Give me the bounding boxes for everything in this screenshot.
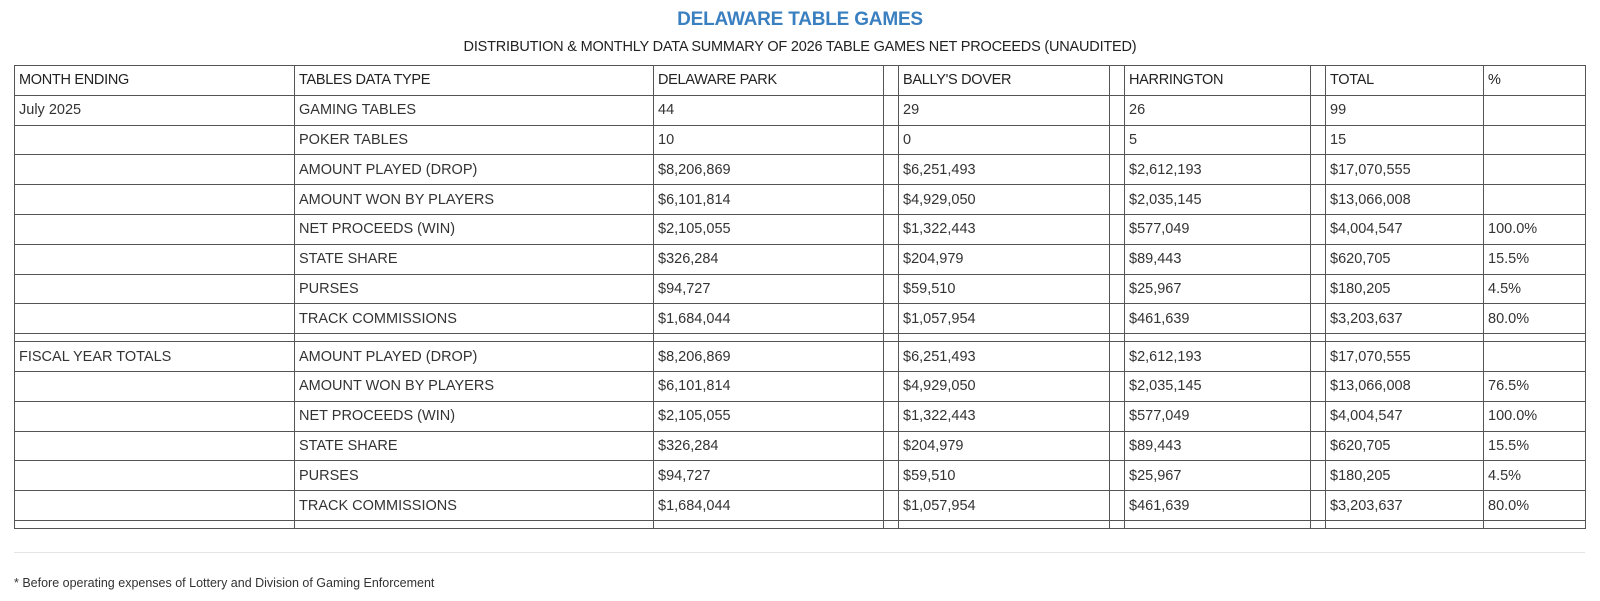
table-row — [15, 431, 1586, 461]
spacer-cell — [899, 334, 1110, 342]
cell-harrington: $461,639 — [1125, 491, 1311, 521]
spacer-cell — [1125, 520, 1311, 528]
cell-ballys-dover: $1,057,954 — [899, 491, 1110, 521]
cell-percent — [1484, 185, 1586, 215]
cell-percent: 15.5% — [1484, 431, 1586, 461]
section-label: July 2025 — [15, 95, 295, 125]
cell-total: $17,070,555 — [1326, 155, 1484, 185]
column-gap — [1311, 491, 1326, 521]
cell-data-type: TRACK COMMISSIONS — [295, 304, 654, 334]
column-gap — [1110, 431, 1125, 461]
column-gap — [1110, 125, 1125, 155]
cell-delaware-park: $6,101,814 — [654, 185, 884, 215]
table-row — [15, 95, 1586, 125]
column-gap — [884, 244, 899, 274]
cell-data-type: PURSES — [295, 274, 654, 304]
column-gap — [1311, 66, 1326, 96]
section-label-empty — [15, 304, 295, 334]
column-header-total: TOTAL — [1326, 66, 1484, 96]
column-gap — [884, 401, 899, 431]
cell-harrington: $2,612,193 — [1125, 155, 1311, 185]
cell-percent: 80.0% — [1484, 304, 1586, 334]
column-gap — [884, 214, 899, 244]
column-gap — [1110, 214, 1125, 244]
cell-harrington: $577,049 — [1125, 214, 1311, 244]
column-gap — [884, 304, 899, 334]
cell-data-type: STATE SHARE — [295, 431, 654, 461]
column-gap — [884, 185, 899, 215]
table-row — [15, 185, 1586, 215]
column-gap — [884, 95, 899, 125]
cell-data-type: AMOUNT PLAYED (DROP) — [295, 342, 654, 372]
cell-percent — [1484, 125, 1586, 155]
cell-percent: 80.0% — [1484, 491, 1586, 521]
cell-percent: 100.0% — [1484, 214, 1586, 244]
column-gap — [1311, 461, 1326, 491]
column-gap — [1311, 401, 1326, 431]
column-gap — [1110, 95, 1125, 125]
footnote: * Before operating expenses of Lottery and Division of Gaming Enforcement — [14, 576, 435, 590]
cell-total: $3,203,637 — [1326, 304, 1484, 334]
spacer-cell — [1484, 334, 1586, 342]
column-gap — [1110, 185, 1125, 215]
cell-total: $620,705 — [1326, 431, 1484, 461]
cell-data-type: POKER TABLES — [295, 125, 654, 155]
spacer-cell — [1311, 334, 1326, 342]
column-gap — [1311, 244, 1326, 274]
cell-harrington: $461,639 — [1125, 304, 1311, 334]
cell-harrington: $89,443 — [1125, 431, 1311, 461]
cell-delaware-park: $8,206,869 — [654, 342, 884, 372]
column-gap — [1311, 214, 1326, 244]
spacer-cell — [884, 334, 899, 342]
column-gap — [884, 461, 899, 491]
cell-ballys-dover: $204,979 — [899, 431, 1110, 461]
spacer-cell — [295, 334, 654, 342]
cell-ballys-dover: $6,251,493 — [899, 342, 1110, 372]
column-gap — [884, 342, 899, 372]
column-gap — [884, 66, 899, 96]
cell-ballys-dover: $1,322,443 — [899, 401, 1110, 431]
cell-data-type: AMOUNT WON BY PLAYERS — [295, 185, 654, 215]
footer-divider — [14, 552, 1585, 553]
column-header-delaware-park: DELAWARE PARK — [654, 66, 884, 96]
cell-ballys-dover: $204,979 — [899, 244, 1110, 274]
cell-total: $13,066,008 — [1326, 371, 1484, 401]
cell-total: $13,066,008 — [1326, 185, 1484, 215]
cell-percent: 100.0% — [1484, 401, 1586, 431]
cell-data-type: NET PROCEEDS (WIN) — [295, 401, 654, 431]
cell-ballys-dover: $4,929,050 — [899, 185, 1110, 215]
cell-data-type: NET PROCEEDS (WIN) — [295, 214, 654, 244]
section-label-empty — [15, 274, 295, 304]
spacer-cell — [654, 334, 884, 342]
spacer-cell — [899, 520, 1110, 528]
cell-ballys-dover: $59,510 — [899, 274, 1110, 304]
column-gap — [1311, 431, 1326, 461]
cell-delaware-park: $2,105,055 — [654, 214, 884, 244]
table-header-row — [15, 66, 1586, 96]
cell-harrington: $25,967 — [1125, 461, 1311, 491]
spacer-cell — [295, 520, 654, 528]
column-gap — [1110, 401, 1125, 431]
column-header-harrington: HARRINGTON — [1125, 66, 1311, 96]
spacer-cell — [884, 520, 899, 528]
column-header-percent: % — [1484, 66, 1586, 96]
column-gap — [1311, 371, 1326, 401]
cell-percent: 76.5% — [1484, 371, 1586, 401]
table-row — [15, 342, 1586, 372]
section-label-empty — [15, 185, 295, 215]
cell-harrington: $2,035,145 — [1125, 371, 1311, 401]
table-body — [15, 95, 1586, 528]
page-subtitle: DISTRIBUTION & MONTHLY DATA SUMMARY OF 2026 TABLE GAMES NET PROCEEDS (UNAUDITED) — [463, 39, 1137, 55]
column-header-ballys-dover: BALLY'S DOVER — [899, 66, 1110, 96]
section-label-empty — [15, 431, 295, 461]
cell-data-type: AMOUNT PLAYED (DROP) — [295, 155, 654, 185]
cell-ballys-dover: 29 — [899, 95, 1110, 125]
cell-ballys-dover: 0 — [899, 125, 1110, 155]
column-gap — [1311, 95, 1326, 125]
column-header-tables-data-type: TABLES DATA TYPE — [295, 66, 654, 96]
section-label-empty — [15, 125, 295, 155]
section-label-empty — [15, 401, 295, 431]
column-gap — [1110, 155, 1125, 185]
column-gap — [1311, 155, 1326, 185]
cell-delaware-park: $1,684,044 — [654, 304, 884, 334]
cell-total: $180,205 — [1326, 274, 1484, 304]
spacer-cell — [1311, 520, 1326, 528]
cell-total: 99 — [1326, 95, 1484, 125]
cell-ballys-dover: $4,929,050 — [899, 371, 1110, 401]
cell-total: $180,205 — [1326, 461, 1484, 491]
cell-harrington: 26 — [1125, 95, 1311, 125]
cell-total: $620,705 — [1326, 244, 1484, 274]
cell-harrington: $2,035,145 — [1125, 185, 1311, 215]
cell-ballys-dover: $1,057,954 — [899, 304, 1110, 334]
table-row — [15, 461, 1586, 491]
spacer-cell — [1110, 520, 1125, 528]
section-label-empty — [15, 214, 295, 244]
cell-delaware-park: $94,727 — [654, 461, 884, 491]
column-gap — [1110, 461, 1125, 491]
column-gap — [1110, 491, 1125, 521]
summary-table — [14, 65, 1586, 529]
cell-data-type: AMOUNT WON BY PLAYERS — [295, 371, 654, 401]
column-gap — [1311, 342, 1326, 372]
section-label-empty — [15, 371, 295, 401]
column-gap — [884, 371, 899, 401]
cell-harrington: $25,967 — [1125, 274, 1311, 304]
cell-harrington: $577,049 — [1125, 401, 1311, 431]
cell-percent — [1484, 95, 1586, 125]
column-gap — [1311, 304, 1326, 334]
cell-percent: 4.5% — [1484, 274, 1586, 304]
table-row — [15, 214, 1586, 244]
cell-total: $17,070,555 — [1326, 342, 1484, 372]
spacer-cell — [654, 520, 884, 528]
cell-delaware-park: $326,284 — [654, 431, 884, 461]
cell-percent: 4.5% — [1484, 461, 1586, 491]
table-row — [15, 401, 1586, 431]
cell-data-type: PURSES — [295, 461, 654, 491]
cell-delaware-park: $1,684,044 — [654, 491, 884, 521]
section-label-empty — [15, 461, 295, 491]
section-spacer-row — [15, 520, 1586, 528]
column-header-month-ending: MONTH ENDING — [15, 66, 295, 96]
section-spacer-row — [15, 334, 1586, 342]
cell-total: $3,203,637 — [1326, 491, 1484, 521]
cell-total: $4,004,547 — [1326, 214, 1484, 244]
section-label: FISCAL YEAR TOTALS — [15, 342, 295, 372]
column-gap — [1110, 244, 1125, 274]
cell-ballys-dover: $6,251,493 — [899, 155, 1110, 185]
spacer-cell — [1484, 520, 1586, 528]
cell-harrington: $89,443 — [1125, 244, 1311, 274]
page-title: DELAWARE TABLE GAMES — [677, 9, 923, 30]
table-row — [15, 125, 1586, 155]
table-row — [15, 491, 1586, 521]
column-gap — [884, 491, 899, 521]
cell-delaware-park: 10 — [654, 125, 884, 155]
section-label-empty — [15, 155, 295, 185]
cell-percent — [1484, 342, 1586, 372]
cell-harrington: $2,612,193 — [1125, 342, 1311, 372]
column-gap — [1110, 371, 1125, 401]
cell-delaware-park: $94,727 — [654, 274, 884, 304]
column-gap — [1110, 274, 1125, 304]
section-label-empty — [15, 491, 295, 521]
spacer-cell — [1326, 334, 1484, 342]
column-gap — [1311, 274, 1326, 304]
column-gap — [884, 274, 899, 304]
column-gap — [1110, 342, 1125, 372]
section-label-empty — [15, 244, 295, 274]
cell-total: 15 — [1326, 125, 1484, 155]
column-gap — [1311, 185, 1326, 215]
spacer-cell — [15, 334, 295, 342]
cell-delaware-park: $326,284 — [654, 244, 884, 274]
table-row — [15, 304, 1586, 334]
cell-total: $4,004,547 — [1326, 401, 1484, 431]
cell-ballys-dover: $1,322,443 — [899, 214, 1110, 244]
spacer-cell — [1110, 334, 1125, 342]
column-gap — [1110, 304, 1125, 334]
column-gap — [884, 125, 899, 155]
column-gap — [1311, 125, 1326, 155]
spacer-cell — [1125, 334, 1311, 342]
cell-data-type: TRACK COMMISSIONS — [295, 491, 654, 521]
cell-delaware-park: $6,101,814 — [654, 371, 884, 401]
cell-data-type: GAMING TABLES — [295, 95, 654, 125]
cell-delaware-park: $8,206,869 — [654, 155, 884, 185]
cell-ballys-dover: $59,510 — [899, 461, 1110, 491]
cell-harrington: 5 — [1125, 125, 1311, 155]
table-row — [15, 244, 1586, 274]
spacer-cell — [1326, 520, 1484, 528]
cell-delaware-park: 44 — [654, 95, 884, 125]
column-gap — [884, 431, 899, 461]
cell-data-type: STATE SHARE — [295, 244, 654, 274]
cell-delaware-park: $2,105,055 — [654, 401, 884, 431]
column-gap — [884, 155, 899, 185]
table-row — [15, 371, 1586, 401]
column-gap — [1110, 66, 1125, 96]
cell-percent: 15.5% — [1484, 244, 1586, 274]
table-row — [15, 274, 1586, 304]
table-row — [15, 155, 1586, 185]
cell-percent — [1484, 155, 1586, 185]
spacer-cell — [15, 520, 295, 528]
